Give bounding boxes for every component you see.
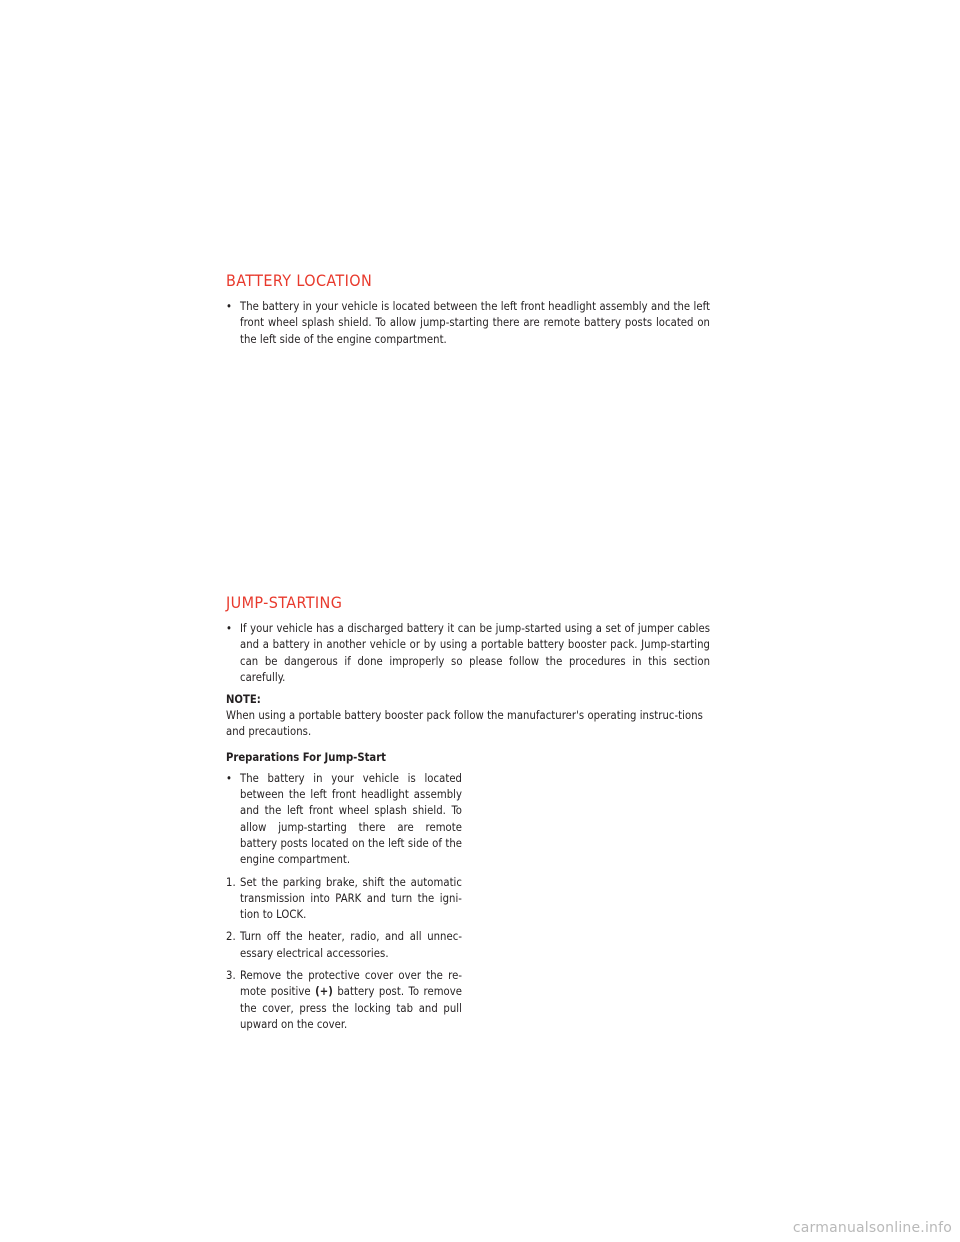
battery-location-heading: BATTERY LOCATION xyxy=(226,271,373,290)
jump-starting-bullet xyxy=(226,621,710,686)
battery-location-bullet xyxy=(226,299,710,348)
step-number: 2. xyxy=(226,930,236,944)
jump-starting-section xyxy=(226,593,710,1033)
bullet-marker: • xyxy=(226,622,232,635)
jump-starting-heading: JUMP-STARTING xyxy=(226,593,343,612)
preparations-column xyxy=(226,750,462,1033)
step-text xyxy=(240,968,462,1033)
step-item xyxy=(226,875,462,924)
note-text: When using a portable battery booster pack follow the manufacturer's operating instruc-tions and precautions. xyxy=(226,709,703,739)
preparations-bullet xyxy=(226,771,462,869)
bullet-marker: • xyxy=(226,300,232,313)
preparations-heading: Preparations For Jump-Start xyxy=(226,750,386,764)
step-text: Turn off the heater, radio, and all unnec-essary electrical accessories. xyxy=(240,930,462,960)
bullet-text: The battery in your vehicle is located between the left front headlight assembly and the left front wheel splash shield. To allow jump-starting there are remote battery posts located on the left side of the engine compartment. xyxy=(240,300,710,346)
step-text-after: battery post. To remove the cover, press the locking tab and pull upward on the cover. xyxy=(240,985,462,1031)
battery-location-section xyxy=(226,271,710,348)
step-item xyxy=(226,929,462,962)
positive-terminal-symbol: (+) xyxy=(315,985,333,999)
watermark: carmanualsonline.info xyxy=(792,1220,952,1236)
step-item xyxy=(226,968,462,1033)
step-text: Set the parking brake, shift the automatic transmission into PARK and turn the igni-tion to LOCK. xyxy=(240,875,462,922)
step-text-before: Remove the protective cover over the re-mote positive xyxy=(240,969,462,999)
bullet-text: The battery in your vehicle is located between the left front headlight assembly and the left front wheel splash shield. To allow jump-starting there are remote battery posts located on the left side of the engine compartment. xyxy=(240,771,462,867)
bullet-text: If your vehicle has a discharged battery it can be jump-started using a set of jumper cables and a battery in another vehicle or by using a portable battery booster pack. Jump-starting can be dangerous if done improperly so please follow the procedures in this section carefully. xyxy=(240,622,710,684)
note-label: NOTE: xyxy=(226,693,261,707)
step-number: 1. xyxy=(226,875,236,889)
step-number: 3. xyxy=(226,969,236,983)
bullet-marker: • xyxy=(226,771,232,785)
